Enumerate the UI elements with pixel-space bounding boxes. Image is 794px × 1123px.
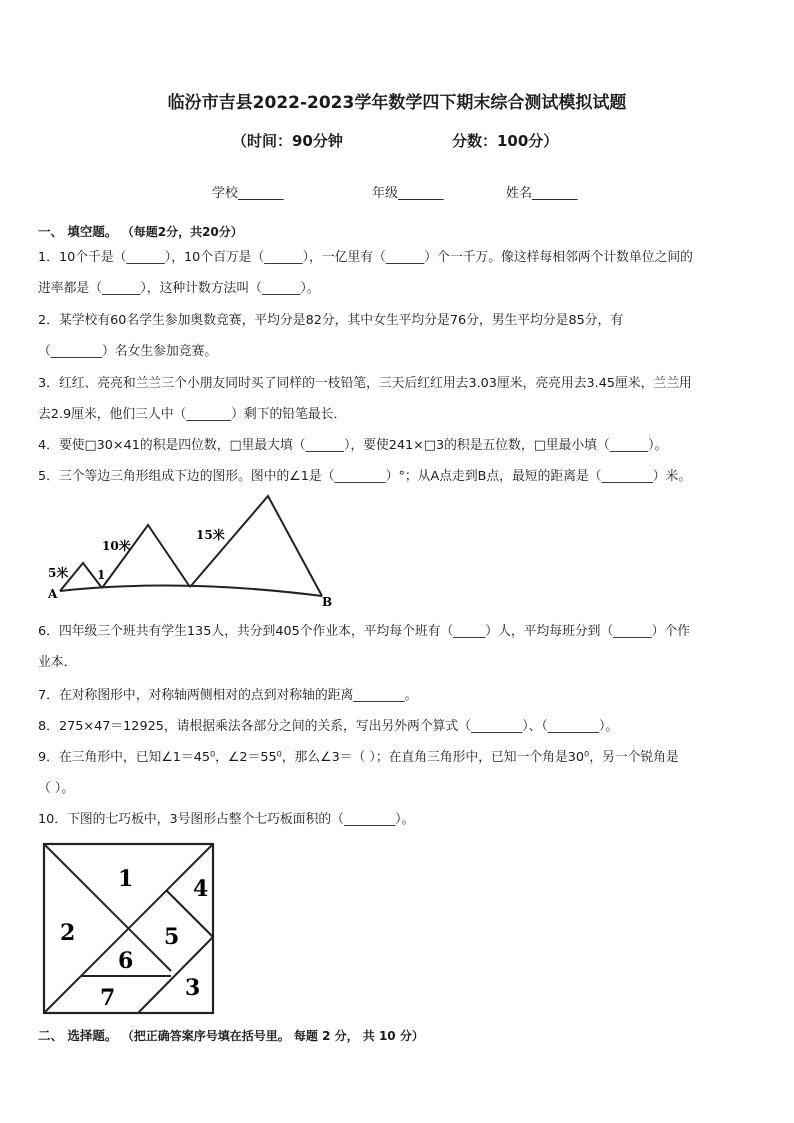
label-angle-1: 1 (97, 568, 106, 582)
question-4: 4．要使□30×41的积是四位数，□里最大填（______），要使241×□3的积是五位数，□里最小填（______）。 (38, 438, 668, 453)
question-2-line-1: 2．某学校有60名学生参加奥数竞赛，平均分是82分，其中女生平均分是76分，男生平均分是85分，有 (38, 313, 624, 328)
medium-triangle (102, 525, 190, 588)
section-2-note: （把正确答案序号填在括号里。 每题 2 分， 共 10 分） (121, 1029, 424, 1043)
section-2-heading (38, 1026, 424, 1044)
tangram-piece-7: 7 (100, 985, 116, 1011)
question-6-line-2: 业本． (38, 655, 77, 670)
question-3-line-1: 3．红红、亮亮和兰兰三个小朋友同时买了同样的一枝铅笔，三天后红红用去3.03厘米，亮亮用去3.45厘米，兰兰用 (38, 376, 692, 391)
school-field: 学校_______ (212, 186, 284, 201)
section-1-title: 一、 填空题。 (38, 224, 118, 239)
question-2-line-2: （________）名女生参加竞赛。 (38, 344, 218, 359)
question-1-line-2: 进率都是（______），这种计数方法叫（______）。 (38, 281, 320, 296)
total-score: 分数：100分） (452, 132, 559, 150)
tangram-piece-6: 6 (118, 948, 134, 974)
large-triangle (190, 496, 322, 596)
label-10m: 10米 (102, 539, 131, 553)
question-1-line-1: 1．10个千是（______），10个百万是（______），一亿里有（______）个一千万。像这样每相邻两个计数单位之间的 (38, 250, 693, 265)
grade-field: 年级_______ (372, 186, 444, 201)
question-9-line-2: （ ）。 (38, 781, 75, 796)
label-5m: 5米 (48, 566, 69, 580)
question-5: 5．三个等边三角形组成下边的图形。图中的∠1是（________）°；从A点走到B点，最短的距离是（________）米。 (38, 469, 692, 484)
tangram-piece-2: 2 (60, 920, 76, 946)
tangram-piece-5: 5 (164, 924, 180, 950)
tangram-piece-1: 1 (118, 866, 134, 892)
question-8: 8．275×47＝12925，请根据乘法各部分之间的关系，写出另外两个算式（________）、（________）。 (38, 719, 619, 734)
tangram-figure (40, 840, 220, 1020)
page-title: 临汾市吉县2022-2023学年数学四下期末综合测试模拟试题 (167, 93, 627, 113)
label-15m: 15米 (196, 528, 225, 542)
question-7: 7．在对称图形中，对称轴两侧相对的点到对称轴的距离________。 (38, 688, 418, 703)
label-point-a: A (48, 587, 58, 601)
section-1-note: （每题2分，共20分） (121, 225, 243, 239)
question-6-line-1: 6．四年级三个班共有学生135人，共分到405个作业本，平均每个班有（_____）人，平均每班分到（______）个作 (38, 624, 691, 639)
section-1-heading (38, 222, 243, 240)
label-point-b: B (322, 595, 333, 609)
diagonal-main (44, 844, 171, 971)
question-3-line-2: 去2.9厘米，他们三人中（_______）剩下的铅笔最长． (38, 407, 347, 422)
question-9-line-1: 9．在三角形中，已知∠1＝45⁰，∠2＝55⁰，那么∠3＝（ ）；在直角三角形中，已知一个角是30⁰，另一个锐角是 (38, 750, 679, 765)
time-limit: （时间：90分钟 (232, 132, 343, 150)
tangram-piece-3: 3 (185, 975, 201, 1001)
triangles-figure (40, 490, 340, 610)
tangram-piece-4: 4 (193, 876, 209, 902)
question-10: 10．下图的七巧板中，3号图形占整个七巧板面积的（________）。 (38, 812, 415, 827)
name-field: 姓名_______ (506, 186, 578, 201)
section-2-title: 二、 选择题。 (38, 1028, 118, 1043)
